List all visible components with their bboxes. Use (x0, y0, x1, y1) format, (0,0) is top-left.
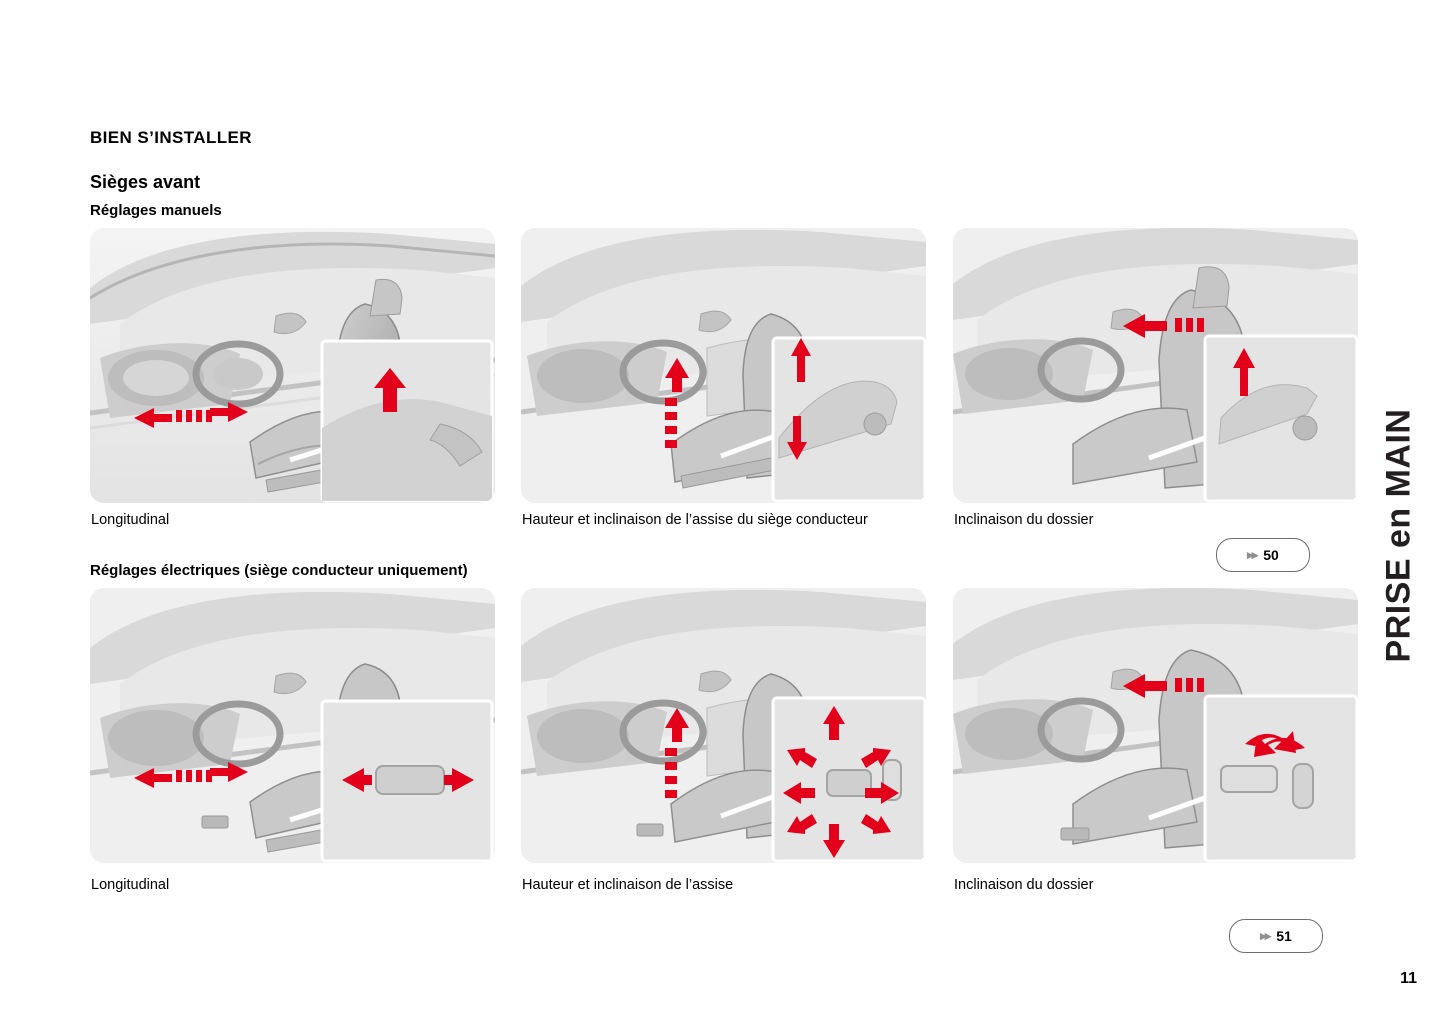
page-ref-arrows-icon: ▸▸ (1247, 547, 1257, 562)
caption-electric-cushion: Hauteur et inclinaison de l’assise (522, 877, 734, 893)
chapter-tab-label: PRISE en MAIN (1379, 408, 1418, 662)
figure-manual-longitudinal (90, 228, 495, 503)
page-ref-51[interactable] (1229, 919, 1323, 953)
figure-electric-cushion (521, 588, 926, 863)
figure-electric-backrest (953, 588, 1358, 863)
caption-manual-backrest: Inclinaison du dossier (954, 512, 1094, 528)
figure-electric-longitudinal (90, 588, 495, 863)
figure-manual-backrest (953, 228, 1358, 503)
page-title: BIEN S’INSTALLER (90, 128, 252, 147)
subsection-title: Sièges avant (90, 172, 201, 192)
caption-manual-longitudinal: Longitudinal (91, 512, 170, 528)
group-title-electric: Réglages électriques (siège conducteur uniquement) (90, 562, 468, 579)
figure-manual-cushion (521, 228, 926, 503)
page-ref-number: 50 (1263, 547, 1279, 563)
caption-electric-longitudinal: Longitudinal (91, 877, 170, 893)
page-ref-arrows-icon: ▸▸ (1260, 928, 1270, 943)
page-number: 11 (1400, 970, 1417, 987)
group-title-manual: Réglages manuels (90, 202, 222, 219)
page-ref-number: 51 (1276, 928, 1292, 944)
caption-manual-cushion: Hauteur et inclinaison de l’assise du siège conducteur (522, 512, 868, 528)
chapter-tab (1371, 320, 1427, 750)
caption-electric-backrest: Inclinaison du dossier (954, 877, 1094, 893)
page-ref-50[interactable] (1216, 538, 1310, 572)
